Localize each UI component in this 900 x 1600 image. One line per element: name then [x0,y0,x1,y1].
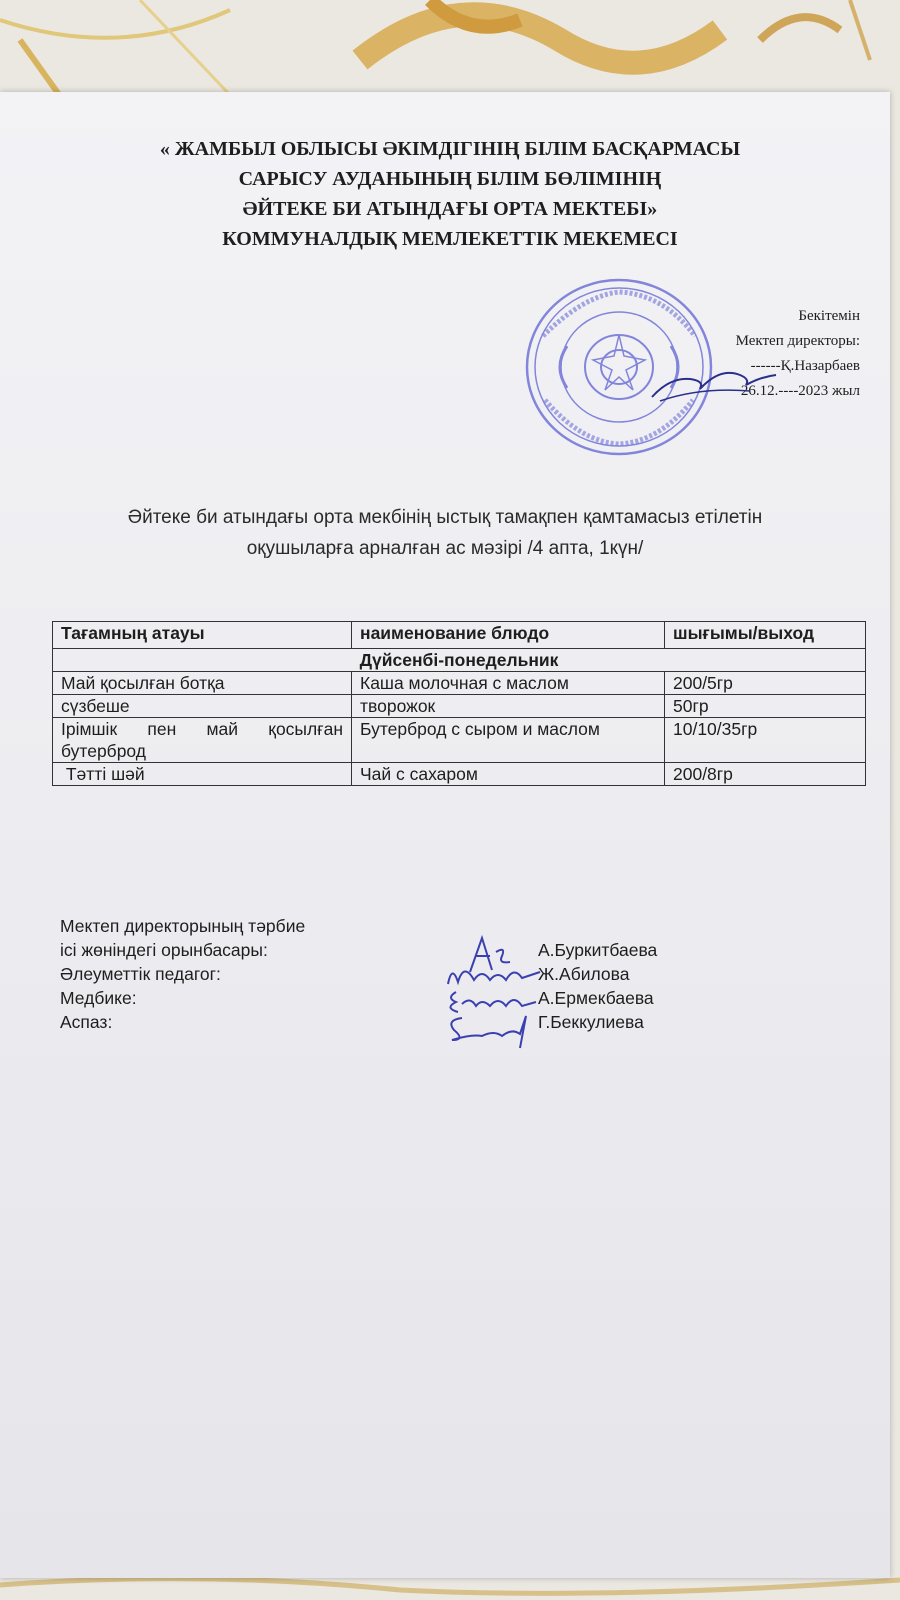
approval-line-2: Мектеп директоры: [735,333,860,349]
institution-header [60,134,840,254]
cell-dish-kz [53,718,352,763]
cell-dish-kz-line-2: бутерброд [61,741,146,761]
header-dish-ru: наименование блюдо [352,622,665,649]
cell-dish-kz: сүзбеше [53,695,352,718]
header-line-4: КОММУНАЛДЫҚ МЕМЛЕКЕТТІК МЕКЕМЕСІ [222,228,678,250]
header-line-3: ӘЙТЕКЕ БИ АТЫНДАҒЫ ОРТА МЕКТЕБІ» [242,198,658,220]
menu-title [40,502,850,564]
approval-line-4: 26.12.----2023 жыл [740,383,860,399]
cell-dish-kz-line-1: Ірімшік пен май қосылған [61,719,343,739]
signer-role: Медбике: [60,988,137,1008]
document-sheet [0,92,890,1578]
table-row [53,718,866,763]
signer-role: Әлеуметтік педагог: [60,964,221,984]
day-row [53,649,866,672]
cell-dish-ru: Бутерброд с сыром и маслом [352,718,665,763]
menu-title-line-2: оқушыларға арналған ас мәзірі /4 апта, 1күн/ [246,538,644,559]
cell-dish-ru: Каша молочная с маслом [352,672,665,695]
table-row [53,763,866,786]
approval-line-1: Бекітемін [798,308,860,324]
cell-dish-kz: Май қосылған ботқа [53,672,352,695]
signers-block [60,914,860,1034]
cell-output: 10/10/35гр [665,718,866,763]
cell-dish-kz: Тәтті шәй [53,763,352,786]
cook-signature [442,1010,542,1050]
approval-line-3: ------Қ.Назарбаев [750,358,860,374]
cell-dish-ru: Чай с сахаром [352,763,665,786]
signer-role: ісі жөніндегі орынбасары: [60,940,268,960]
menu-title-line-1: Әйтеке би атындағы орта мекбінің ыстық тамақпен қамтамасыз етілетін [127,507,763,528]
cell-output: 200/8гр [665,763,866,786]
director-signature [650,357,780,405]
header-line-1: « ЖАМБЫЛ ОБЛЫСЫ ӘКІМДІГІНІҢ БІЛІМ БАСҚАРМАСЫ [159,138,741,160]
cell-output: 200/5гр [665,672,866,695]
cell-output: 50гр [665,695,866,718]
signer-name: А.Ермекбаева [538,988,654,1008]
header-dish-kz: Тағамның атауы [53,622,352,649]
signer-name: Ж.Абилова [538,964,630,984]
signer-role: Мектеп директорының тәрбие [60,916,306,936]
cell-dish-ru: творожок [352,695,665,718]
signer-name: А.Буркитбаева [538,940,658,960]
table-header-row [53,622,866,649]
signer-name: Г.Беккулиева [538,1012,644,1032]
header-line-2: САРЫСУ АУДАНЫНЫҢ БІЛІМ БӨЛІМІНІҢ [238,168,662,190]
signer-role: Аспаз: [60,1012,113,1032]
day-label: Дүйсенбі-понедельник [53,649,866,672]
table-row [53,672,866,695]
header-output: шығымы/выход [665,622,866,649]
menu-table [52,621,866,786]
table-row [53,695,866,718]
